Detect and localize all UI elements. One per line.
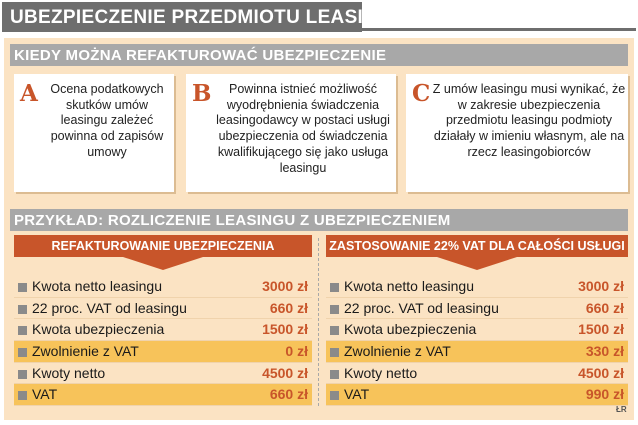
table-row bbox=[14, 319, 312, 341]
card-c bbox=[406, 74, 628, 192]
section-heading-when: KIEDY MOŻNA REFAKTUROWAĆ UBEZPIECZENIE bbox=[10, 44, 628, 66]
row-value: 3000 zł bbox=[262, 278, 308, 294]
row-label: Kwota ubezpieczenia bbox=[344, 321, 477, 338]
page-title: UBEZPIECZENIE PRZEDMIOTU LEASINGU bbox=[2, 2, 362, 32]
table-row-highlighted bbox=[14, 341, 312, 363]
bullet-square-icon bbox=[330, 391, 339, 400]
card-letter: A bbox=[20, 80, 38, 107]
row-label: Zwolnienie z VAT bbox=[344, 343, 451, 360]
row-label: Kwota netto leasingu bbox=[32, 278, 162, 294]
bullet-square-icon bbox=[18, 283, 27, 292]
table-row bbox=[14, 276, 312, 298]
row-value: 1500 zł bbox=[262, 321, 308, 338]
row-value: 660 zł bbox=[585, 299, 624, 316]
calculation-rows bbox=[326, 276, 628, 406]
bullet-square-icon bbox=[18, 305, 27, 314]
row-label: Kwoty netto bbox=[344, 364, 418, 381]
author-credit: ŁR bbox=[616, 405, 627, 414]
row-value: 660 zł bbox=[269, 299, 308, 316]
calculation-rows bbox=[14, 276, 312, 406]
row-value: 4500 zł bbox=[262, 364, 308, 381]
row-value: 0 zł bbox=[285, 343, 308, 360]
column-heading: ZASTOSOWANIE 22% VAT DLA CAŁOŚCI USŁUGI bbox=[326, 235, 628, 257]
bullet-square-icon bbox=[18, 391, 27, 400]
bullet-square-icon bbox=[330, 348, 339, 357]
bullet-square-icon bbox=[330, 305, 339, 314]
down-arrow-icon bbox=[123, 257, 203, 270]
row-label: Kwota ubezpieczenia bbox=[32, 321, 165, 338]
row-value: 990 zł bbox=[585, 386, 624, 403]
row-label: Kwoty netto bbox=[32, 364, 106, 381]
row-label: VAT bbox=[32, 386, 58, 403]
table-row-highlighted bbox=[326, 384, 628, 406]
column-heading: REFAKTUROWANIE UBEZPIECZENIA bbox=[14, 235, 312, 257]
row-value: 1500 zł bbox=[578, 321, 624, 338]
bullet-square-icon bbox=[18, 326, 27, 335]
title-rule bbox=[362, 28, 636, 31]
table-row bbox=[326, 363, 628, 385]
row-value: 330 zł bbox=[585, 343, 624, 360]
column-full-vat bbox=[326, 235, 628, 403]
row-value: 3000 zł bbox=[578, 278, 624, 294]
table-row bbox=[326, 276, 628, 298]
card-letter: B bbox=[192, 80, 212, 107]
row-label: 22 proc. VAT od leasingu bbox=[32, 299, 187, 316]
bullet-square-icon bbox=[18, 348, 27, 357]
table-row bbox=[326, 319, 628, 341]
row-value: 660 zł bbox=[269, 386, 308, 403]
infographic-panel bbox=[4, 38, 634, 420]
column-refacturing bbox=[14, 235, 312, 403]
row-label: Kwota netto leasingu bbox=[344, 278, 474, 294]
row-label: Zwolnienie z VAT bbox=[32, 343, 139, 360]
card-letter: C bbox=[412, 80, 431, 107]
card-text: Ocena podatkowych skutków umów leasingu zależeć powinna od zapisów umowy bbox=[50, 82, 164, 159]
row-label: 22 proc. VAT od leasingu bbox=[344, 299, 499, 316]
down-arrow-icon bbox=[437, 257, 517, 270]
card-a bbox=[14, 74, 174, 192]
table-row bbox=[14, 363, 312, 385]
row-label: VAT bbox=[344, 386, 370, 403]
card-text: Z umów leasingu musi wynikać, że w zakresie ubezpieczenia przedmiotu leasingu podmioty działały w imieniu własnym, ale na rzecz leasingobiorców bbox=[432, 82, 626, 159]
card-b bbox=[186, 74, 396, 192]
table-row bbox=[326, 298, 628, 320]
table-row bbox=[14, 298, 312, 320]
column-divider bbox=[318, 238, 319, 406]
table-row-highlighted bbox=[326, 341, 628, 363]
table-row-highlighted bbox=[14, 384, 312, 406]
bullet-square-icon bbox=[330, 370, 339, 379]
card-text: Powinna istnieć możliwość wyodrębnienia świadczenia leasingodawcy w postaci usługi ubezpieczenia od świadczenia kwalifikującego się jako usługa leasingu bbox=[216, 82, 390, 175]
bullet-square-icon bbox=[18, 370, 27, 379]
section-heading-example: PRZYKŁAD: ROZLICZENIE LEASINGU Z UBEZPIECZENIEM bbox=[10, 209, 628, 231]
bullet-square-icon bbox=[330, 283, 339, 292]
bullet-square-icon bbox=[330, 326, 339, 335]
row-value: 4500 zł bbox=[578, 364, 624, 381]
